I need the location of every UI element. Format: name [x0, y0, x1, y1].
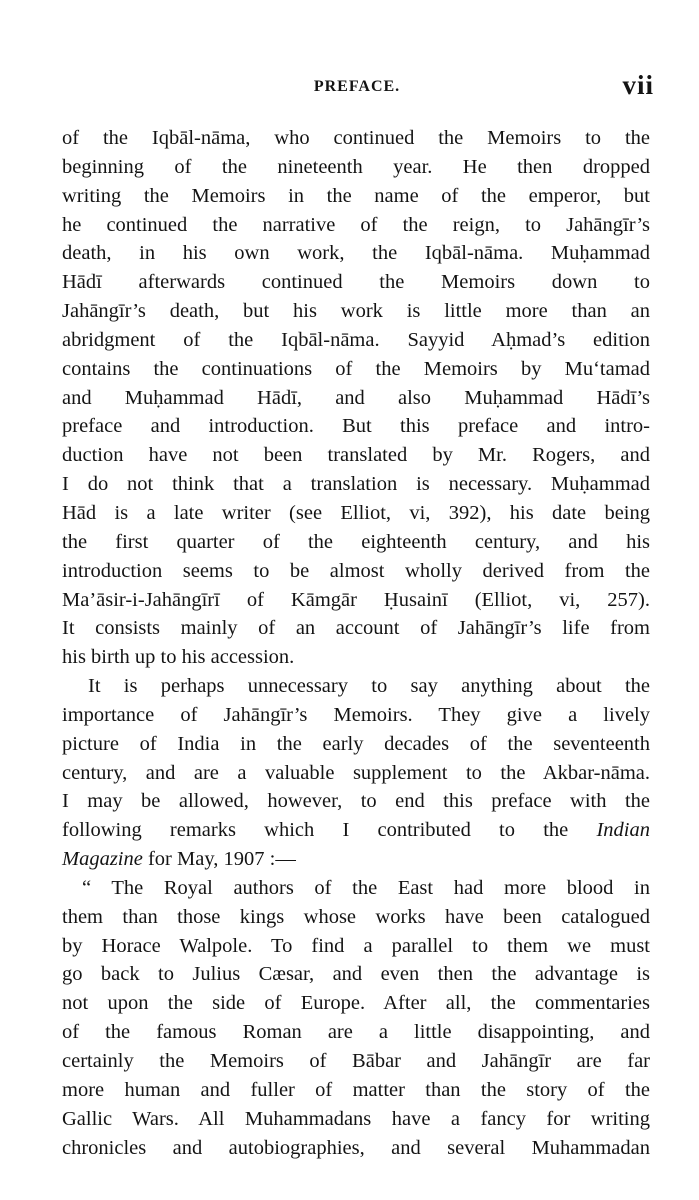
text-line: It consists mainly of an account of Jahāngīr’s life from: [62, 617, 650, 640]
text-line: go back to Julius Cæsar, and even then the advantage is: [62, 963, 650, 986]
text-line: he continued the narrative of the reign, to Jahāngīr’s: [62, 213, 650, 236]
text-line-with-italic: [62, 845, 650, 874]
text-line: Ma’āsir-i-Jahāngīrī of Kāmgār Ḥusainī (Elliot, vi, 257).: [62, 588, 650, 611]
text-line: I may be allowed, however, to end this preface with the: [62, 790, 650, 813]
text-line: contains the continuations of the Memoirs by Mu‘tamad: [62, 357, 650, 380]
text-line-with-italic: [62, 816, 650, 845]
running-title: PREFACE.: [313, 78, 401, 95]
text-line: It is perhaps unnecessary to say anything about the: [88, 675, 650, 698]
text-line: duction have not been translated by Mr. Rogers, and: [62, 444, 650, 467]
text-line: and Muḥammad Hādī, and also Muḥammad Hādī’s: [62, 386, 650, 409]
text-line: beginning of the nineteenth year. He then dropped: [62, 155, 650, 178]
text-line: century, and are a valuable supplement to the Akbar-nāma.: [62, 761, 650, 784]
text-line: Hād is a late writer (see Elliot, vi, 392), his date being: [62, 501, 650, 524]
text-line: preface and introduction. But this preface and intro-: [62, 415, 650, 438]
text-line: them than those kings whose works have been catalogued: [62, 905, 650, 928]
text-line: more human and fuller of matter than the story of the: [62, 1078, 650, 1101]
text-segment: following remarks which I contributed to the: [62, 819, 569, 842]
text-line: importance of Jahāngīr’s Memoirs. They give a lively: [62, 703, 650, 726]
text-line: writing the Memoirs in the name of the emperor, but: [62, 184, 650, 207]
text-line: of the Iqbāl-nāma, who continued the Memoirs to the: [62, 127, 650, 149]
text-line: by Horace Walpole. To find a parallel to them we must: [62, 934, 650, 957]
text-line: of the famous Roman are a little disappointing, and: [62, 1021, 650, 1044]
text-line: chronicles and autobiographies, and several Muhammadan: [62, 1136, 650, 1159]
text-line: I do not think that a translation is necessary. Muḥammad: [62, 473, 650, 496]
text-line: his birth up to his accession.: [62, 646, 295, 669]
text-segment: for May, 1907 :—: [142, 848, 296, 871]
text-line: Hādī afterwards continued the Memoirs down to: [62, 271, 650, 294]
page-number: vii: [622, 70, 654, 100]
text-line: introduction seems to be almost wholly derived from the: [62, 559, 650, 582]
text-line: picture of India in the early decades of the seventeenth: [62, 732, 650, 755]
italic-segment: Indian: [596, 819, 651, 842]
text-line: death, in his own work, the Iqbāl-nāma. Muḥammad: [62, 242, 650, 265]
text-line: not upon the side of Europe. After all, the commentaries: [62, 992, 650, 1015]
text-line: certainly the Memoirs of Bābar and Jahāngīr are far: [62, 1050, 650, 1072]
body-text: [62, 124, 650, 1162]
running-head: [60, 70, 654, 106]
text-line: Jahāngīr’s death, but his work is little more than an: [62, 300, 650, 323]
text-line: Gallic Wars. All Muhammadans have a fancy for writing: [62, 1107, 650, 1130]
text-line: “ The Royal authors of the East had more blood in: [82, 876, 650, 899]
text-line: the first quarter of the eighteenth century, and his: [62, 530, 650, 553]
text-line: abridgment of the Iqbāl-nāma. Sayyid Aḥmad’s edition: [62, 328, 650, 351]
italic-segment: Magazine: [62, 848, 143, 871]
